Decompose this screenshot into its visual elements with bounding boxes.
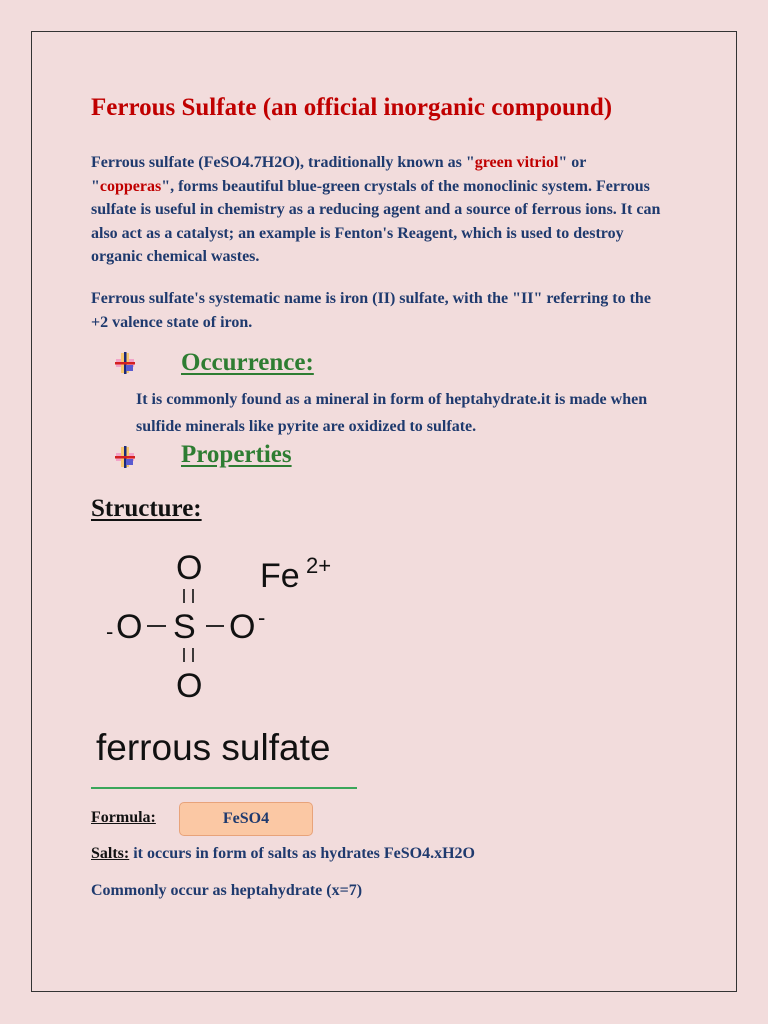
intro-paragraph	[91, 151, 671, 269]
formula-value-box: FeSO4	[179, 802, 313, 836]
heptahydrate-note: Commonly occur as heptahydrate (x=7)	[91, 882, 363, 899]
charge-right: -	[258, 605, 266, 630]
properties-heading: Properties	[181, 441, 292, 468]
structure-heading: Structure:	[91, 495, 202, 522]
iron-charge: 2+	[306, 553, 332, 578]
occurrence-text: It is commonly found as a mineral in form of heptahydrate.it is made when sulfide minerals like pyrite are oxidized to sulfate.	[136, 391, 648, 435]
oxygen-bottom: O	[176, 667, 203, 705]
oxygen-left: O	[116, 608, 143, 646]
salts-text: it occurs in form of salts as hydrates FeSO4.xH2O	[129, 845, 475, 862]
term-green-vitriol: green vitriol	[474, 154, 559, 171]
formula-row	[91, 809, 156, 827]
formula-label: Formula:	[91, 809, 156, 826]
salts-label: Salts:	[91, 845, 130, 862]
intro-text-b: " or "	[91, 154, 587, 195]
structure-caption: ferrous sulfate	[96, 727, 331, 768]
page-title: Ferrous Sulfate (an official inorganic compound)	[91, 94, 613, 121]
occurrence-heading: Occurrence:	[181, 349, 314, 376]
sulfur-atom: S	[173, 608, 196, 646]
term-copperas: copperas	[99, 177, 162, 195]
bullet-icon	[113, 351, 137, 375]
iron-ion: Fe	[260, 557, 300, 595]
oxygen-top: O	[176, 549, 203, 587]
sulfate-structure-diagram	[100, 545, 360, 705]
intro-text-a: Ferrous sulfate (FeSO4.7H2O), traditionally known as "	[91, 154, 475, 171]
salts-row	[91, 845, 475, 863]
bullet-icon	[113, 445, 137, 469]
intro-text-c: ", forms beautiful blue-green crystals of the monoclinic system. Ferrous sulfate is useful in chemistry as a reducing agent and a source of ferrous ions. It can also act as a catalyst; an example is Fenton's Reagent, which is used to destroy organic chemical wastes.	[91, 177, 661, 265]
systematic-name-paragraph: Ferrous sulfate's systematic name is iron (II) sulfate, with the "II" referring to the +2 valence state of iron.	[91, 290, 651, 331]
divider	[91, 787, 357, 789]
oxygen-right: O	[229, 608, 256, 646]
charge-left: -	[106, 619, 114, 644]
